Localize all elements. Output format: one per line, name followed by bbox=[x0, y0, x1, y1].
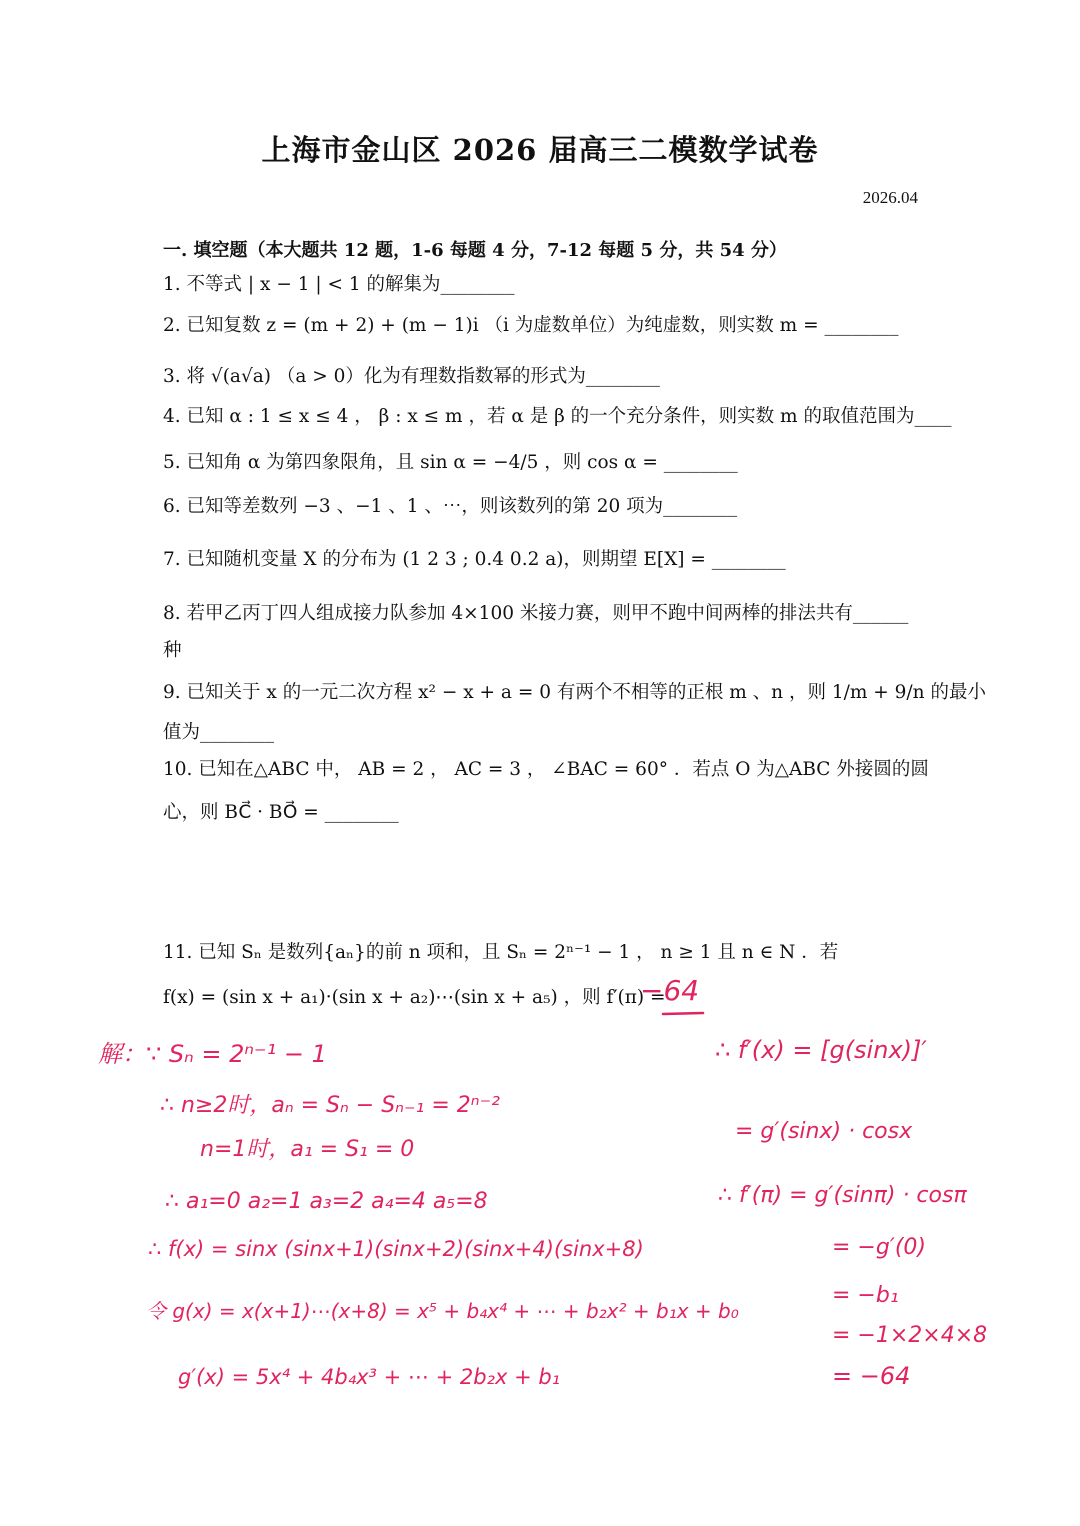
solution-right-5: = −b₁ bbox=[832, 1283, 899, 1308]
solution-line-1: 解：∵ Sₙ = 2ⁿ⁻¹ − 1 bbox=[98, 1040, 327, 1068]
question-7: 7. 已知随机变量 X 的分布为 (1 2 3 ; 0.4 0.2 a)，则期望 E[X] = ________ bbox=[163, 549, 786, 570]
question-11-cont: f(x) = (sin x + a₁)·(sin x + a₂)⋯(sin x + a₅) ，则 f′(π) = bbox=[163, 987, 666, 1008]
solution-right-1: ∴ f′(x) = [g(sinx)]′ bbox=[715, 1036, 927, 1064]
question-11: 11. 已知 Sₙ 是数列{aₙ}的前 n 项和，且 Sₙ = 2ⁿ⁻¹ − 1 ， n ≥ 1 且 n ∈ N ．若 bbox=[163, 942, 839, 963]
question-5: 5. 已知角 α 为第四象限角，且 sin α = −4/5 ，则 cos α = ________ bbox=[163, 452, 738, 473]
solution-line-6: 令 g(x) = x(x+1)⋯(x+8) = x⁵ + b₄x⁴ + ⋯ + b₂x² + b₁x + b₀ bbox=[146, 1299, 739, 1323]
solution-line-3: n=1时，a₁ = S₁ = 0 bbox=[200, 1137, 415, 1162]
solution-line-7: g′(x) = 5x⁴ + 4b₄x³ + ⋯ + 2b₂x + b₁ bbox=[178, 1365, 561, 1389]
answer-underline bbox=[663, 1013, 703, 1014]
solution-right-7: = −64 bbox=[832, 1362, 911, 1390]
exam-date: 2026.04 bbox=[862, 188, 918, 207]
question-8-cont: 种 bbox=[163, 640, 182, 661]
question-10-cont: 心，则 BC⃗ · BO⃗ = ________ bbox=[163, 802, 399, 823]
solution-line-5: ∴ f(x) = sinx (sinx+1)(sinx+2)(sinx+4)(sinx+8) bbox=[148, 1237, 644, 1261]
answer-11: −64 bbox=[640, 974, 700, 1007]
question-1: 1. 不等式 | x − 1 | < 1 的解集为________ bbox=[163, 274, 515, 295]
question-9-cont: 值为________ bbox=[163, 722, 275, 743]
question-3: 3. 将 √(a√a) （a > 0）化为有理数指数幂的形式为________ bbox=[163, 366, 660, 387]
solution-right-4: = −g′(0) bbox=[832, 1235, 926, 1260]
solution-right-6: = −1×2×4×8 bbox=[832, 1323, 988, 1348]
question-9: 9. 已知关于 x 的一元二次方程 x² − x + a = 0 有两个不相等的正根 m 、n ，则 1/m + 9/n 的最小 bbox=[163, 682, 986, 703]
page-title: 上海市金山区 2026 届高三二模数学试卷 bbox=[261, 133, 819, 167]
solution-right-3: ∴ f′(π) = g′(sinπ) · cosπ bbox=[718, 1183, 967, 1208]
solution-line-4: ∴ a₁=0 a₂=1 a₃=2 a₄=4 a₅=8 bbox=[165, 1189, 488, 1214]
question-8: 8. 若甲乙丙丁四人组成接力队参加 4×100 米接力赛，则甲不跑中间两棒的排法共有______ bbox=[163, 603, 909, 624]
question-6: 6. 已知等差数列 −3 、−1 、1 、⋯，则该数列的第 20 项为________ bbox=[163, 496, 738, 517]
solution-right-2: = g′(sinx) · cosx bbox=[735, 1119, 913, 1144]
section-heading: 一. 填空题（本大题共 12 题，1-6 每题 4 分，7-12 每题 5 分，共 54 分） bbox=[163, 240, 787, 261]
question-4: 4. 已知 α : 1 ≤ x ≤ 4 ， β : x ≤ m ，若 α 是 β 的一个充分条件，则实数 m 的取值范围为____ bbox=[163, 406, 952, 427]
question-2: 2. 已知复数 z = (m + 2) + (m − 1)i （i 为虚数单位）为纯虚数，则实数 m = ________ bbox=[163, 315, 899, 336]
solution-line-2: ∴ n≥2时，aₙ = Sₙ − Sₙ₋₁ = 2ⁿ⁻² bbox=[160, 1093, 501, 1118]
question-10: 10. 已知在△ABC 中， AB = 2 ， AC = 3 ， ∠BAC = 60° ．若点 O 为△ABC 外接圆的圆 bbox=[163, 759, 929, 780]
